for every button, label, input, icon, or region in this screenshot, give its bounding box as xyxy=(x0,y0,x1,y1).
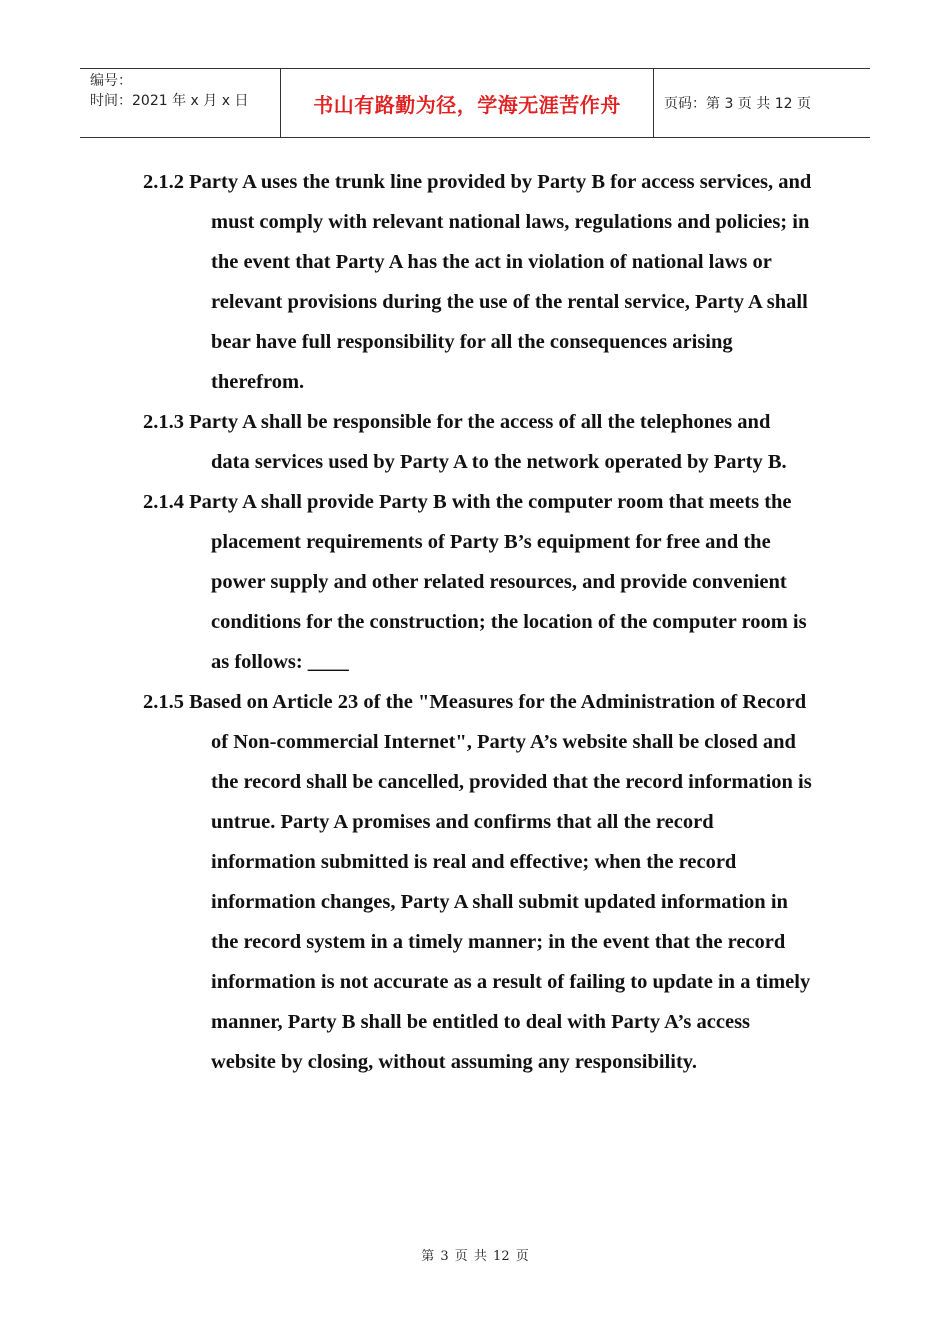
header-motto-cell xyxy=(281,69,654,137)
clause-2-1-3: 2.1.3 Party A shall be responsible for the access of all the telephones and data services used by Party A to the network operated by Party B. xyxy=(143,411,787,473)
page-footer: 第 3 页 共 12 页 xyxy=(421,1249,529,1264)
document-date-label: 时间：2021 年 x 月 x 日 xyxy=(90,93,249,109)
header-meta-cell xyxy=(80,69,281,137)
header-page-cell xyxy=(654,69,870,137)
page-header xyxy=(80,68,870,138)
clause-2-1-4: 2.1.4 Party A shall provide Party B with the computer room that meets the placement requirements of Party B’s equipment for free and the power supply and other related resources, and provide convenient conditions for the construction; the location of the computer room is as follows: ____ xyxy=(143,491,807,673)
header-page-info: 页码：第 3 页 共 12 页 xyxy=(664,96,811,112)
document-body xyxy=(143,162,813,1082)
header-motto: 书山有路勤为径，学海无涯苦作舟 xyxy=(313,92,621,117)
document-number-label: 编号： xyxy=(90,73,132,89)
clause-2-1-5: 2.1.5 Based on Article 23 of the "Measures for the Administration of Record of Non-commercial Internet", Party A’s website shall be closed and the record shall be cancelled, provided that the record information is untrue. Party A promises and confirms that all the record information submitted is real and effective; when the record information changes, Party A shall submit updated information in the record system in a timely manner; in the event that the record information is not accurate as a result of failing to update in a timely manner, Party B shall be entitled to deal with Party A’s access website by closing, without assuming any responsibility. xyxy=(143,691,812,1073)
clause-2-1-2: 2.1.2 Party A uses the trunk line provided by Party B for access services, and must comply with relevant national laws, regulations and policies; in the event that Party A has the act in violation of national laws or relevant provisions during the use of the rental service, Party A shall bear have full responsibility for all the consequences arising therefrom. xyxy=(143,171,812,393)
